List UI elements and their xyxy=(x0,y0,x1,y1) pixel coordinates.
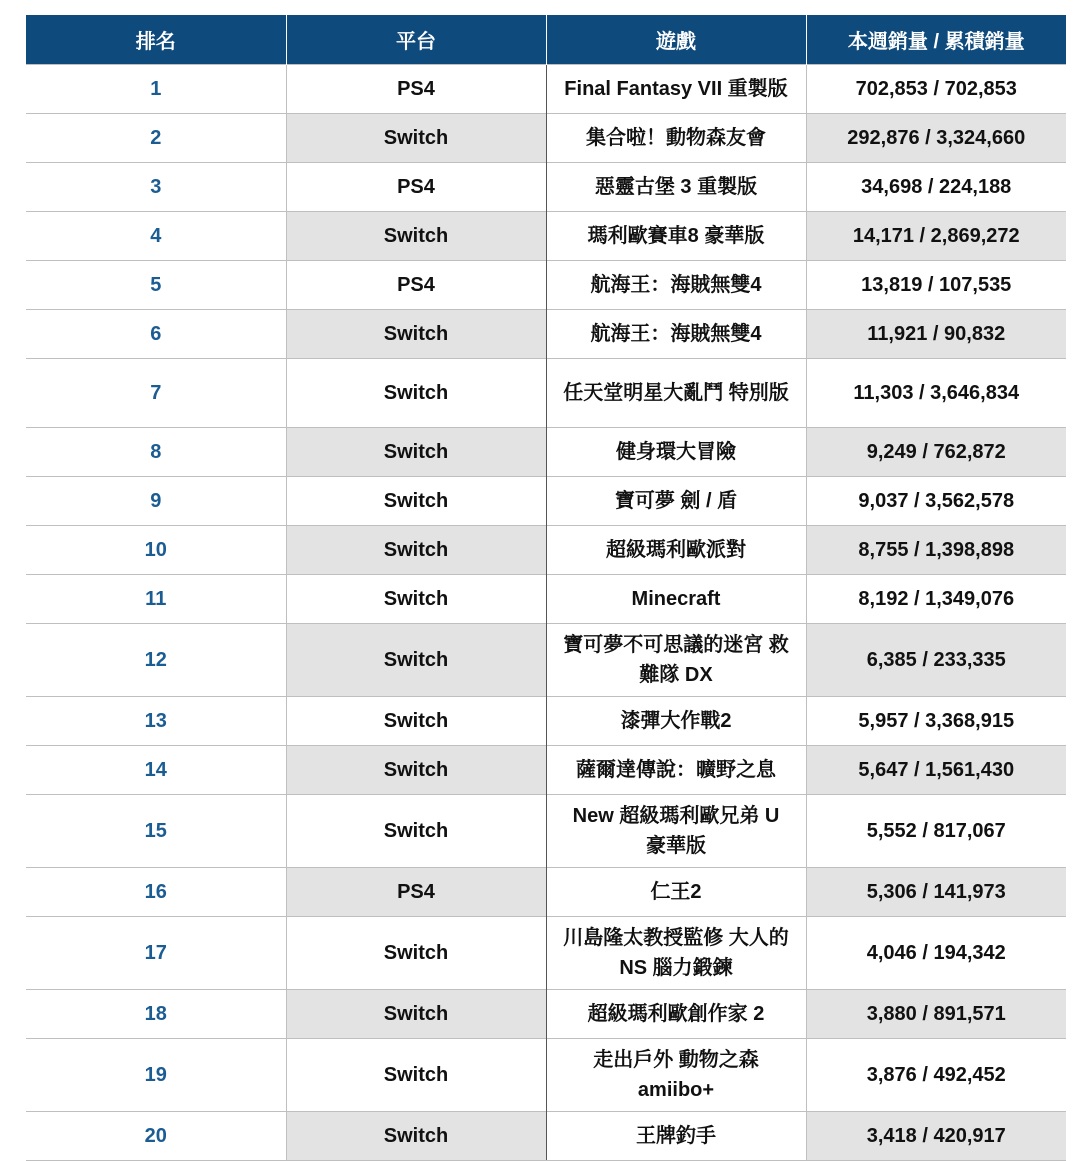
game-cell: 漆彈大作戰2 xyxy=(546,697,806,746)
game-cell: Final Fantasy VII 重製版 xyxy=(546,65,806,114)
platform-cell: PS4 xyxy=(286,868,546,917)
rank-cell: 16 xyxy=(26,868,286,917)
game-cell: 寶可夢 劍 / 盾 xyxy=(546,477,806,526)
game-cell: 航海王：海賊無雙4 xyxy=(546,261,806,310)
table-row xyxy=(26,1039,1066,1112)
header-sales: 本週銷量 / 累積銷量 xyxy=(806,15,1066,65)
game-cell: 任天堂明星大亂鬥 特別版 xyxy=(546,359,806,428)
table-row xyxy=(26,1112,1066,1161)
sales-cell: 14,171 / 2,869,272 xyxy=(806,212,1066,261)
platform-cell: Switch xyxy=(286,697,546,746)
sales-cell: 8,755 / 1,398,898 xyxy=(806,526,1066,575)
rank-cell: 14 xyxy=(26,746,286,795)
game-cell: 健身環大冒險 xyxy=(546,428,806,477)
platform-cell: Switch xyxy=(286,746,546,795)
sales-ranking-table-container xyxy=(26,15,1066,1161)
sales-cell: 9,037 / 3,562,578 xyxy=(806,477,1066,526)
table-header xyxy=(26,15,1066,65)
platform-cell: Switch xyxy=(286,359,546,428)
table-row xyxy=(26,697,1066,746)
header-rank: 排名 xyxy=(26,15,286,65)
sales-cell: 5,306 / 141,973 xyxy=(806,868,1066,917)
platform-cell: Switch xyxy=(286,917,546,990)
game-cell: New 超級瑪利歐兄弟 U 豪華版 xyxy=(546,795,806,868)
rank-cell: 7 xyxy=(26,359,286,428)
sales-cell: 6,385 / 233,335 xyxy=(806,624,1066,697)
game-cell: 超級瑪利歐創作家 2 xyxy=(546,990,806,1039)
sales-cell: 11,303 / 3,646,834 xyxy=(806,359,1066,428)
game-cell: 惡靈古堡 3 重製版 xyxy=(546,163,806,212)
rank-cell: 18 xyxy=(26,990,286,1039)
rank-cell: 6 xyxy=(26,310,286,359)
platform-cell: Switch xyxy=(286,428,546,477)
game-cell: 王牌釣手 xyxy=(546,1112,806,1161)
table-row xyxy=(26,114,1066,163)
sales-cell: 3,876 / 492,452 xyxy=(806,1039,1066,1112)
rank-cell: 17 xyxy=(26,917,286,990)
table-row xyxy=(26,261,1066,310)
platform-cell: Switch xyxy=(286,1039,546,1112)
rank-cell: 8 xyxy=(26,428,286,477)
platform-cell: Switch xyxy=(286,526,546,575)
platform-cell: Switch xyxy=(286,624,546,697)
rank-cell: 2 xyxy=(26,114,286,163)
sales-cell: 702,853 / 702,853 xyxy=(806,65,1066,114)
platform-cell: Switch xyxy=(286,575,546,624)
platform-cell: PS4 xyxy=(286,65,546,114)
table-row xyxy=(26,163,1066,212)
game-cell: 薩爾達傳說：曠野之息 xyxy=(546,746,806,795)
rank-cell: 12 xyxy=(26,624,286,697)
platform-cell: PS4 xyxy=(286,163,546,212)
platform-cell: Switch xyxy=(286,477,546,526)
game-cell: 走出戶外 動物之森 amiibo+ xyxy=(546,1039,806,1112)
game-cell: Minecraft xyxy=(546,575,806,624)
sales-cell: 9,249 / 762,872 xyxy=(806,428,1066,477)
rank-cell: 5 xyxy=(26,261,286,310)
game-cell: 航海王：海賊無雙4 xyxy=(546,310,806,359)
game-cell: 仁王2 xyxy=(546,868,806,917)
sales-cell: 5,647 / 1,561,430 xyxy=(806,746,1066,795)
rank-cell: 11 xyxy=(26,575,286,624)
sales-cell: 8,192 / 1,349,076 xyxy=(806,575,1066,624)
rank-cell: 15 xyxy=(26,795,286,868)
game-cell: 川島隆太教授監修 大人的 NS 腦力鍛鍊 xyxy=(546,917,806,990)
game-cell: 集合啦！動物森友會 xyxy=(546,114,806,163)
sales-cell: 5,552 / 817,067 xyxy=(806,795,1066,868)
platform-cell: Switch xyxy=(286,795,546,868)
table-row xyxy=(26,746,1066,795)
sales-cell: 292,876 / 3,324,660 xyxy=(806,114,1066,163)
rank-cell: 10 xyxy=(26,526,286,575)
rank-cell: 1 xyxy=(26,65,286,114)
table-row xyxy=(26,990,1066,1039)
sales-cell: 3,880 / 891,571 xyxy=(806,990,1066,1039)
platform-cell: Switch xyxy=(286,990,546,1039)
platform-cell: Switch xyxy=(286,114,546,163)
table-body xyxy=(26,65,1066,1161)
sales-cell: 5,957 / 3,368,915 xyxy=(806,697,1066,746)
table-row xyxy=(26,359,1066,428)
table-row xyxy=(26,477,1066,526)
table-row xyxy=(26,310,1066,359)
table-row xyxy=(26,428,1066,477)
table-row xyxy=(26,795,1066,868)
rank-cell: 9 xyxy=(26,477,286,526)
sales-cell: 13,819 / 107,535 xyxy=(806,261,1066,310)
sales-cell: 11,921 / 90,832 xyxy=(806,310,1066,359)
table-row xyxy=(26,624,1066,697)
platform-cell: PS4 xyxy=(286,261,546,310)
platform-cell: Switch xyxy=(286,310,546,359)
table-row xyxy=(26,526,1066,575)
table-row xyxy=(26,575,1066,624)
platform-cell: Switch xyxy=(286,212,546,261)
game-cell: 超級瑪利歐派對 xyxy=(546,526,806,575)
rank-cell: 19 xyxy=(26,1039,286,1112)
sales-cell: 34,698 / 224,188 xyxy=(806,163,1066,212)
table-row xyxy=(26,212,1066,261)
header-game: 遊戲 xyxy=(546,15,806,65)
sales-cell: 3,418 / 420,917 xyxy=(806,1112,1066,1161)
table-row xyxy=(26,868,1066,917)
rank-cell: 4 xyxy=(26,212,286,261)
sales-ranking-table xyxy=(26,15,1066,1161)
header-platform: 平台 xyxy=(286,15,546,65)
table-row xyxy=(26,65,1066,114)
game-cell: 寶可夢不可思議的迷宮 救難隊 DX xyxy=(546,624,806,697)
table-row xyxy=(26,917,1066,990)
header-row xyxy=(26,15,1066,65)
rank-cell: 13 xyxy=(26,697,286,746)
game-cell: 瑪利歐賽車8 豪華版 xyxy=(546,212,806,261)
rank-cell: 3 xyxy=(26,163,286,212)
rank-cell: 20 xyxy=(26,1112,286,1161)
sales-cell: 4,046 / 194,342 xyxy=(806,917,1066,990)
platform-cell: Switch xyxy=(286,1112,546,1161)
